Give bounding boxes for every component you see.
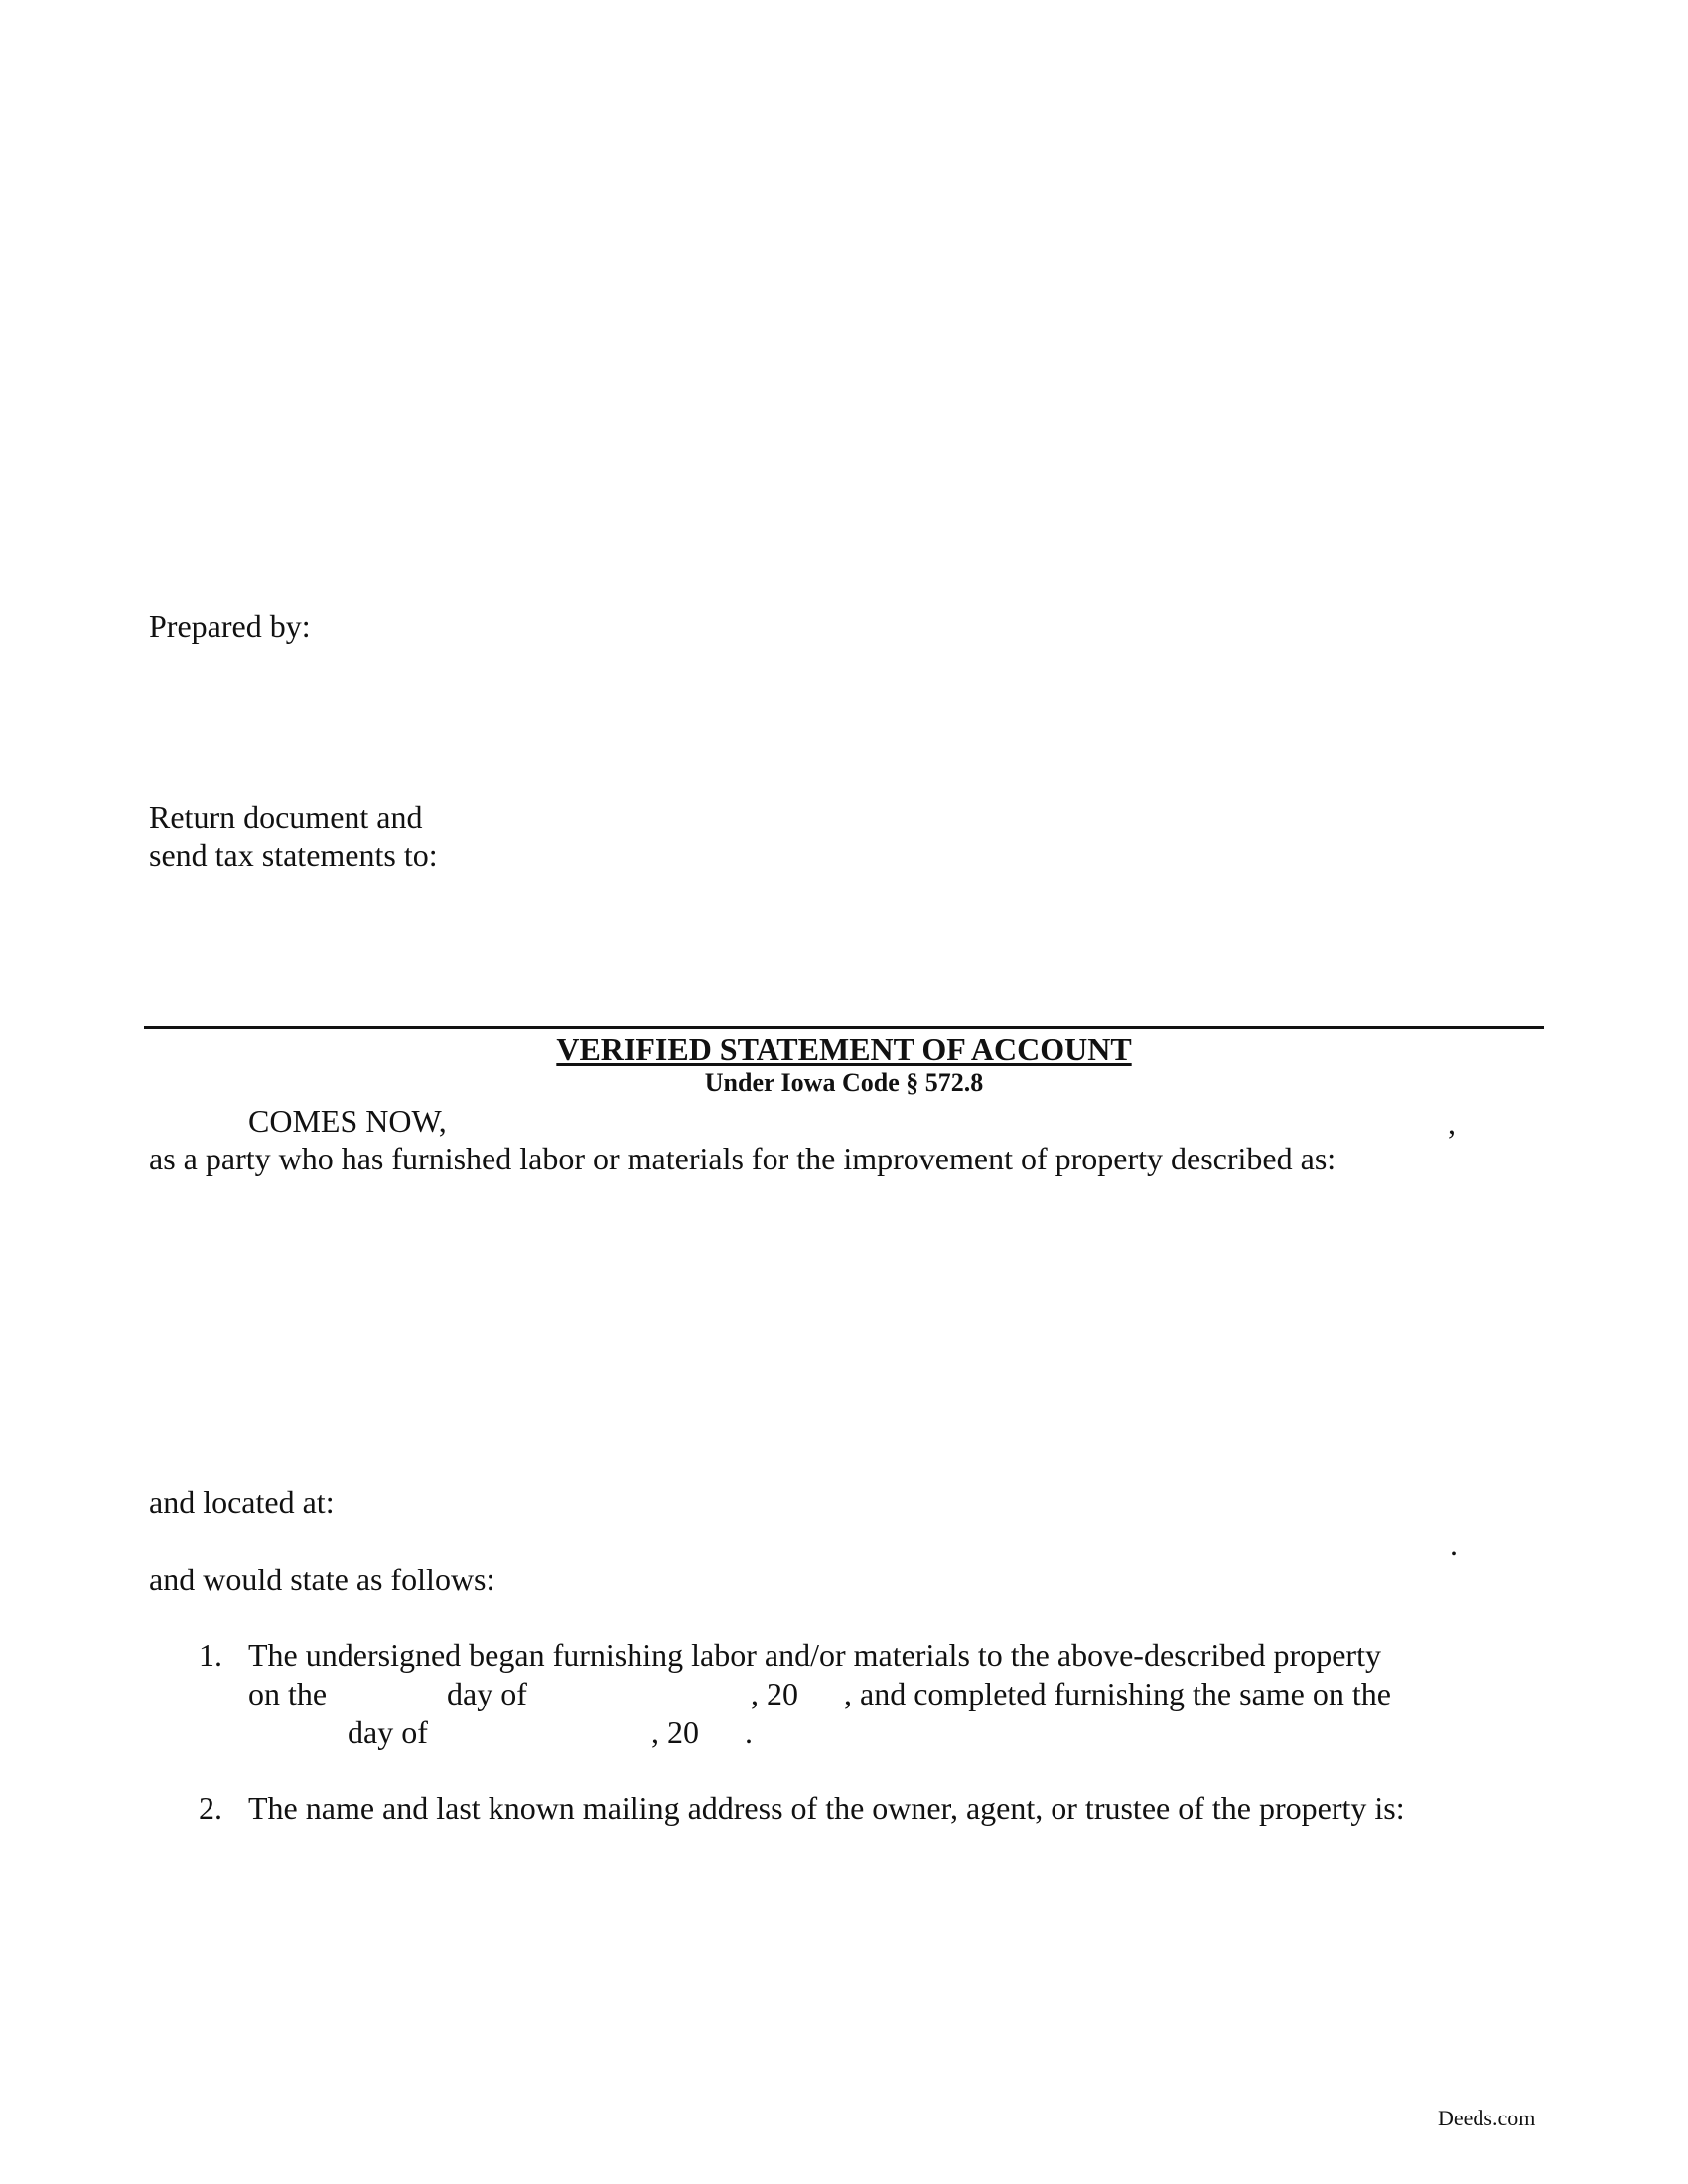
located-at-period: .: [1450, 1526, 1458, 1562]
item-1-day-of: day of: [447, 1676, 527, 1711]
state-as-follows-text: and would state as follows:: [149, 1562, 495, 1597]
comes-now-text: COMES NOW,: [248, 1103, 447, 1139]
prepared-by-label: Prepared by:: [149, 609, 311, 644]
footer-brand: Deeds.com: [1438, 2106, 1536, 2130]
document-subtitle: Under Iowa Code § 572.8: [704, 1068, 984, 1097]
comes-now-comma: ,: [1448, 1105, 1456, 1141]
item-1-on-the: on the: [248, 1676, 328, 1711]
item-2-line1: The name and last known mailing address of the owner, agent, or trustee of the property is:: [248, 1790, 1405, 1826]
item-1-year-prefix: , 20: [751, 1676, 798, 1711]
return-document-label-line1: Return document and: [149, 799, 423, 835]
header-divider: [144, 1026, 1544, 1029]
item-1-second-year-prefix: , 20: [651, 1714, 699, 1750]
document-title: VERIFIED STATEMENT OF ACCOUNT: [556, 1031, 1132, 1067]
item-1-line1: The undersigned began furnishing labor and/or materials to the above-described property: [248, 1637, 1381, 1673]
item-1-second-day-of: day of: [348, 1714, 428, 1750]
located-at-label: and located at:: [149, 1484, 335, 1520]
item-1-number: 1.: [199, 1637, 222, 1673]
party-description-line: as a party who has furnished labor or materials for the improvement of property described as:: [149, 1141, 1336, 1176]
return-document-label-line2: send tax statements to:: [149, 837, 438, 873]
item-1-period: .: [745, 1714, 753, 1750]
item-1-completed-text: , and completed furnishing the same on the: [844, 1676, 1391, 1711]
item-2-number: 2.: [199, 1790, 222, 1826]
